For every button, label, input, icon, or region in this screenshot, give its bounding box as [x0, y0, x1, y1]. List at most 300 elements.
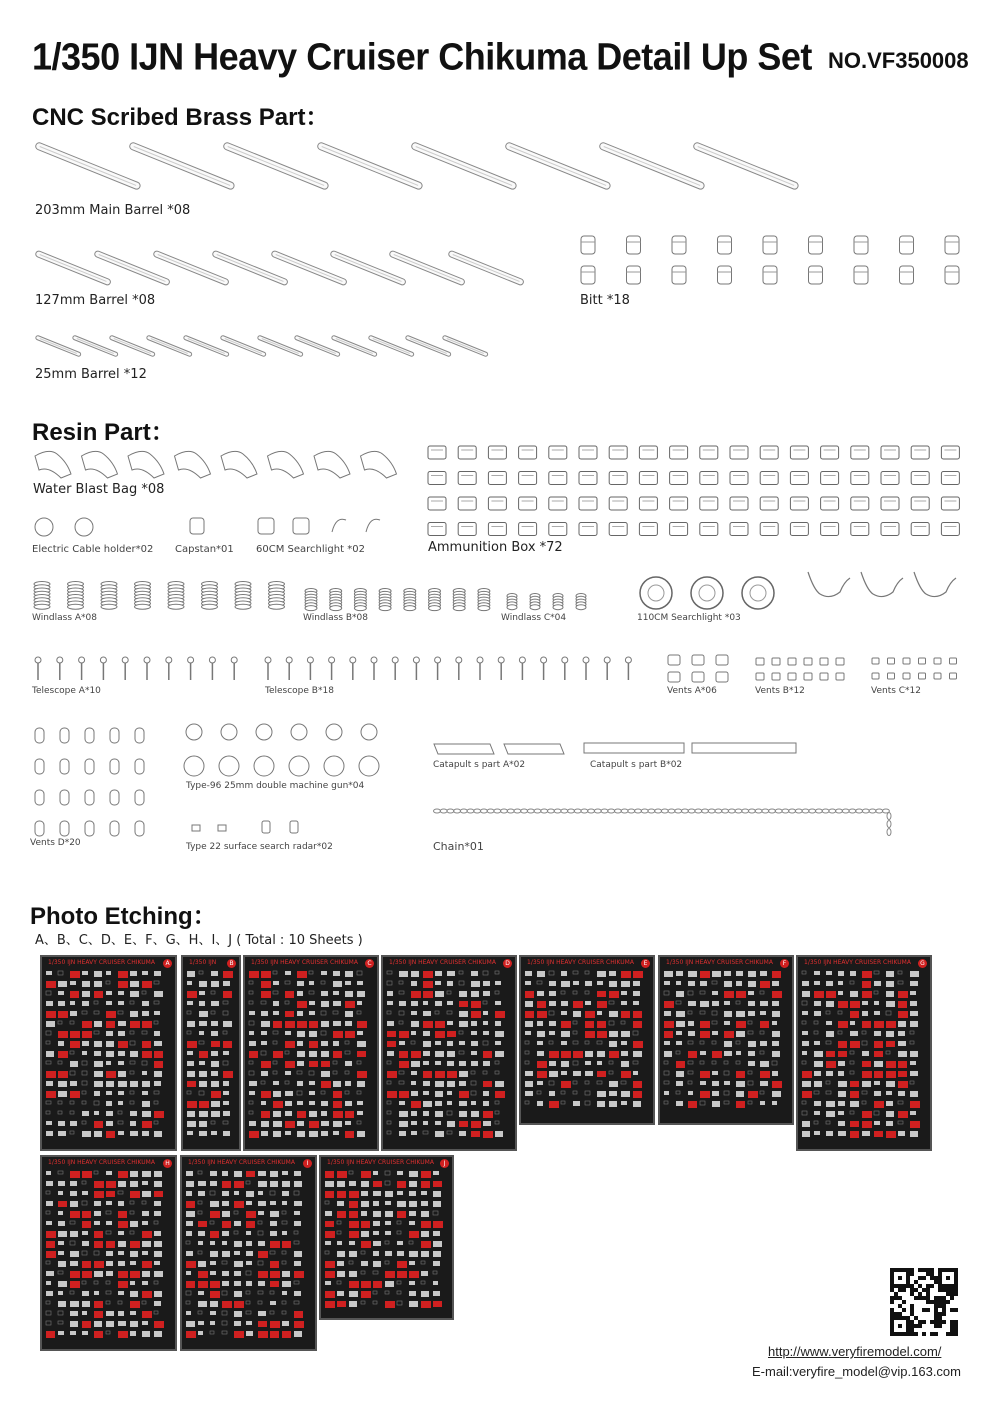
etching-sheet-d	[381, 955, 517, 1151]
bitt-drawing	[581, 236, 595, 254]
sheet-letter: H	[163, 1159, 172, 1168]
telescope-b-head	[392, 657, 398, 663]
machine-gun-drawing	[256, 724, 272, 740]
vent-d-drawing	[110, 728, 119, 743]
etching-sheet-a	[40, 955, 177, 1151]
telescope-b-head	[307, 657, 313, 663]
chain-link	[789, 809, 796, 813]
chain-link	[621, 809, 628, 813]
sheet-letter: G	[918, 959, 927, 968]
sheet-letter: B	[227, 959, 236, 968]
qr-code-icon	[890, 1268, 958, 1336]
chain-link	[815, 809, 822, 813]
bitt-drawing	[854, 236, 868, 254]
ammo-box-drawing	[760, 472, 778, 485]
ammo-box-drawing	[549, 446, 567, 459]
catapult-a-drawing	[504, 744, 564, 754]
vent-c-drawing	[950, 658, 957, 664]
ammo-box-drawing	[730, 523, 748, 536]
ammo-box-drawing	[700, 497, 718, 510]
windlass-ring	[478, 606, 490, 611]
label-cable-holder: Electric Cable holder*02	[32, 544, 154, 555]
machine-gun-drawing	[184, 756, 204, 776]
chain-link	[601, 809, 608, 813]
ammo-box-drawing	[790, 523, 808, 536]
main-barrel-drawing	[223, 142, 329, 190]
windlass-ring	[202, 604, 218, 609]
sheet-title: 1/350 IJN HEAVY CRUISER CHIKUMA	[188, 1159, 295, 1166]
sheet-parts-pattern	[182, 1169, 315, 1349]
telescope-b-head	[413, 657, 419, 663]
chain-link	[514, 809, 521, 813]
sheet-title: 1/350 IJN HEAVY CRUISER CHIKUMA	[666, 959, 773, 966]
sheet-title: 1/350 IJN HEAVY CRUISER CHIKUMA	[804, 959, 911, 966]
chain-link	[755, 809, 762, 813]
radar-drawing	[218, 825, 226, 831]
radar-drawing	[192, 825, 200, 831]
vent-b-drawing	[804, 673, 812, 680]
telescope-a-head	[35, 657, 41, 663]
bitt-drawing	[627, 236, 641, 254]
ammo-box-drawing	[881, 523, 899, 536]
ammo-box-drawing	[821, 497, 839, 510]
vent-d-drawing	[85, 821, 94, 836]
vent-d-drawing	[35, 821, 44, 836]
chain-link	[480, 809, 487, 813]
label-telescope-b: Telescope B*18	[265, 686, 334, 696]
chain-link	[568, 809, 575, 813]
chain-link	[501, 809, 508, 813]
sheet-parts-pattern	[245, 969, 377, 1149]
ammo-box-drawing	[428, 446, 446, 459]
ammo-box-drawing	[579, 446, 597, 459]
ammo-box-drawing	[881, 472, 899, 485]
sheet-parts-pattern	[42, 1169, 175, 1349]
bitt-drawing	[763, 266, 777, 284]
label-windlass-b: Windlass B*08	[303, 613, 368, 623]
ammo-box-drawing	[488, 523, 506, 536]
telescope-b-head	[435, 657, 441, 663]
bitt-drawing	[945, 266, 959, 284]
ammo-box-drawing	[790, 497, 808, 510]
chain-link	[561, 809, 568, 813]
ammo-box-drawing	[458, 446, 476, 459]
bitt-drawing	[672, 266, 686, 284]
chain-link	[849, 809, 856, 813]
searchlight-110-drawing	[742, 577, 774, 609]
etching-sheet-g	[796, 955, 932, 1151]
cable-holder-drawing	[75, 518, 93, 536]
ammo-box-drawing	[579, 523, 597, 536]
chain-link	[614, 809, 621, 813]
bitt-drawing	[581, 266, 595, 284]
sheet-letter: I	[303, 1159, 312, 1168]
vent-b-drawing	[772, 673, 780, 680]
vent-d-drawing	[110, 759, 119, 774]
ammo-box-drawing	[941, 472, 959, 485]
chain-link	[547, 809, 554, 813]
ammo-box-drawing	[639, 446, 657, 459]
bitt-drawing	[854, 266, 868, 284]
ammo-box-drawing	[730, 446, 748, 459]
ammo-box-drawing	[488, 472, 506, 485]
ammo-box-drawing	[609, 472, 627, 485]
ammo-box-drawing	[700, 472, 718, 485]
chain-link	[588, 809, 595, 813]
mount-drawing	[861, 572, 903, 597]
label-25mm-barrel: 25mm Barrel *12	[35, 367, 147, 382]
ammo-box-drawing	[821, 523, 839, 536]
telescope-b-head	[583, 657, 589, 663]
chain-link	[655, 809, 662, 813]
windlass-ring	[354, 606, 366, 611]
chain-link	[635, 809, 642, 813]
chain-link	[454, 809, 461, 813]
vent-d-drawing	[35, 790, 44, 805]
chain-link	[494, 809, 501, 813]
vent-b-drawing	[836, 658, 844, 665]
searchlight-110-drawing	[640, 577, 672, 609]
chain-link	[641, 809, 648, 813]
vent-c-drawing	[903, 658, 910, 664]
catapult-a-drawing	[434, 744, 494, 754]
chain-link	[822, 809, 829, 813]
etching-sheet-i	[180, 1155, 317, 1351]
chain-link	[675, 809, 682, 813]
vent-d-drawing	[135, 759, 144, 774]
water-blast-bag-drawing	[128, 451, 164, 478]
mount-drawing	[914, 572, 956, 597]
ammo-box-drawing	[639, 472, 657, 485]
chain-link	[742, 809, 749, 813]
ammo-box-drawing	[730, 497, 748, 510]
chain-link	[467, 809, 474, 813]
ammo-box-drawing	[700, 523, 718, 536]
chain-link	[681, 809, 688, 813]
main-barrel-drawing	[317, 142, 423, 190]
ammo-box-drawing	[579, 497, 597, 510]
etching-sheet-c	[243, 955, 379, 1151]
ammo-box-drawing	[549, 497, 567, 510]
chain-link	[574, 809, 581, 813]
telescope-a-head	[166, 657, 172, 663]
radar-drawing	[262, 821, 270, 833]
label-catapult-a: Catapult s part A*02	[433, 760, 526, 770]
ammo-box-drawing	[519, 497, 537, 510]
windlass-ring	[453, 606, 465, 611]
windlass-ring	[553, 605, 563, 610]
water-blast-bag-drawing	[314, 451, 350, 478]
chain-link	[802, 809, 809, 813]
ammo-box-drawing	[730, 472, 748, 485]
chain-link	[628, 809, 635, 813]
vent-d-drawing	[85, 728, 94, 743]
vent-b-drawing	[820, 658, 828, 665]
sheet-parts-pattern	[798, 969, 930, 1149]
chain-link	[447, 809, 454, 813]
machine-gun-drawing	[359, 756, 379, 776]
ammo-box-drawing	[488, 446, 506, 459]
chain-link	[668, 809, 675, 813]
ammo-box-drawing	[760, 446, 778, 459]
vent-a-drawing	[668, 655, 680, 665]
telescope-b-head	[350, 657, 356, 663]
chain-link	[534, 809, 541, 813]
machine-gun-drawing	[221, 724, 237, 740]
telescope-b-head	[477, 657, 483, 663]
telescope-b-head	[329, 657, 335, 663]
chain-link	[728, 809, 735, 813]
sheet-title: 1/350 IJN	[189, 959, 217, 966]
sheet-title: 1/350 IJN HEAVY CRUISER CHIKUMA	[48, 1159, 155, 1166]
searchlight-60-drawing	[258, 518, 274, 534]
sheets-list: A、B、C、D、E、F、G、H、I、J ( Total : 10 Sheets )	[35, 933, 363, 948]
vent-b-drawing	[804, 658, 812, 665]
windlass-ring	[68, 604, 84, 609]
ammo-box-drawing	[639, 523, 657, 536]
label-windlass-a: Windlass A*08	[32, 613, 97, 623]
chain-link	[795, 809, 802, 813]
vent-d-drawing	[35, 759, 44, 774]
sheet-title: 1/350 IJN HEAVY CRUISER CHIKUMA	[389, 959, 496, 966]
bitt-drawing	[945, 236, 959, 254]
ammo-box-drawing	[821, 446, 839, 459]
windlass-ring	[168, 604, 184, 609]
vent-c-drawing	[934, 673, 941, 679]
ammo-box-drawing	[519, 446, 537, 459]
machine-gun-drawing	[361, 724, 377, 740]
vent-d-drawing	[60, 821, 69, 836]
chain-link	[702, 809, 709, 813]
chain-link	[809, 809, 816, 813]
ammo-box-drawing	[488, 497, 506, 510]
telescope-a-head	[231, 657, 237, 663]
vent-d-drawing	[110, 821, 119, 836]
ammo-box-drawing	[851, 497, 869, 510]
sheet-parts-pattern	[521, 969, 653, 1123]
ammo-box-drawing	[458, 497, 476, 510]
vent-b-drawing	[772, 658, 780, 665]
vent-c-drawing	[888, 673, 895, 679]
ammo-box-drawing	[609, 523, 627, 536]
vent-d-drawing	[60, 728, 69, 743]
vent-b-drawing	[756, 673, 764, 680]
vent-d-drawing	[135, 790, 144, 805]
chain-link	[688, 809, 695, 813]
ammo-box-drawing	[911, 523, 929, 536]
etching-sheet-b	[181, 955, 241, 1151]
chain-link	[887, 821, 891, 828]
chain-link	[722, 809, 729, 813]
label-searchlight-60: 60CM Searchlight *02	[256, 544, 365, 555]
label-catapult-b: Catapult s part B*02	[590, 760, 683, 770]
page-title: 1/350 IJN Heavy Cruiser Chikuma Detail Up Set	[32, 34, 812, 78]
chain-link	[887, 813, 891, 820]
sheet-parts-pattern	[660, 969, 792, 1123]
label-windlass-c: Windlass C*04	[501, 613, 567, 623]
water-blast-bag-drawing	[268, 451, 304, 478]
bracket-drawing	[332, 519, 346, 532]
vent-c-drawing	[934, 658, 941, 664]
section-etching-title: Photo Etching：	[30, 903, 217, 930]
email-address: E-mail:veryfire_model@vip.163.com	[752, 1364, 961, 1379]
machine-gun-drawing	[219, 756, 239, 776]
telescope-b-head	[286, 657, 292, 663]
windlass-ring	[576, 605, 586, 610]
vent-d-drawing	[60, 790, 69, 805]
telescope-a-head	[57, 657, 63, 663]
vent-c-drawing	[903, 673, 910, 679]
vent-c-drawing	[872, 658, 879, 664]
main-barrel-drawing	[129, 142, 235, 190]
main-barrel-drawing	[411, 142, 517, 190]
chain-link	[762, 809, 769, 813]
chain-link	[862, 809, 869, 813]
vent-c-drawing	[950, 673, 957, 679]
ammo-box-drawing	[428, 497, 446, 510]
cable-holder-drawing	[35, 518, 53, 536]
telescope-b-head	[519, 657, 525, 663]
windlass-ring	[530, 605, 540, 610]
chain-link	[735, 809, 742, 813]
water-blast-bag-drawing	[221, 451, 257, 478]
water-blast-bag-drawing	[175, 451, 211, 478]
windlass-ring	[507, 605, 517, 610]
sheet-title: 1/350 IJN HEAVY CRUISER CHIKUMA	[48, 959, 155, 966]
ammo-box-drawing	[941, 446, 959, 459]
sheet-parts-pattern	[383, 969, 515, 1149]
ammo-box-drawing	[428, 523, 446, 536]
sheet-letter: A	[163, 959, 172, 968]
windlass-ring	[404, 606, 416, 611]
ammo-box-drawing	[549, 472, 567, 485]
bitt-drawing	[809, 236, 823, 254]
vent-a-drawing	[716, 672, 728, 682]
ammo-box-drawing	[911, 472, 929, 485]
vent-b-drawing	[788, 673, 796, 680]
chain-link	[507, 809, 514, 813]
sheet-title: 1/350 IJN HEAVY CRUISER CHIKUMA	[327, 1159, 434, 1166]
vent-a-drawing	[716, 655, 728, 665]
bitt-drawing	[900, 236, 914, 254]
machine-gun-drawing	[289, 756, 309, 776]
ammo-box-drawing	[670, 446, 688, 459]
windlass-ring	[330, 606, 342, 611]
label-capstan: Capstan*01	[175, 544, 234, 555]
chain-link	[887, 829, 891, 836]
sheet-letter: E	[641, 959, 650, 968]
telescope-b-head	[541, 657, 547, 663]
chain-link	[527, 809, 534, 813]
vent-c-drawing	[888, 658, 895, 664]
telescope-a-head	[100, 657, 106, 663]
chain-link	[460, 809, 467, 813]
ammo-box-drawing	[670, 472, 688, 485]
chain-link	[661, 809, 668, 813]
ammo-box-drawing	[821, 472, 839, 485]
machine-gun-drawing	[326, 724, 342, 740]
sheet-parts-pattern	[321, 1169, 452, 1318]
chain-link	[708, 809, 715, 813]
label-main-barrel: 203mm Main Barrel *08	[35, 203, 191, 218]
bitt-drawing	[627, 266, 641, 284]
vent-d-drawing	[85, 759, 94, 774]
ammo-box-drawing	[760, 523, 778, 536]
website-link[interactable]: http://www.veryfiremodel.com/	[768, 1344, 942, 1359]
chain-link	[775, 809, 782, 813]
bitt-drawing	[763, 236, 777, 254]
windlass-ring	[235, 604, 251, 609]
chain-link	[608, 809, 615, 813]
water-blast-bag-drawing	[82, 451, 118, 478]
product-code: NO.VF350008	[828, 48, 969, 73]
telescope-b-head	[371, 657, 377, 663]
label-vents-b: Vents B*12	[755, 686, 805, 696]
label-telescope-a: Telescope A*10	[32, 686, 101, 696]
sheet-letter: C	[365, 959, 374, 968]
section-brass-title: CNC Scribed Brass Part：	[32, 104, 330, 131]
vent-d-drawing	[85, 790, 94, 805]
ammo-box-drawing	[851, 446, 869, 459]
bitt-drawing	[900, 266, 914, 284]
water-blast-bag-drawing	[35, 451, 71, 478]
ammo-box-drawing	[760, 497, 778, 510]
machine-gun-drawing	[254, 756, 274, 776]
ammo-box-drawing	[790, 446, 808, 459]
mount-drawing	[808, 572, 850, 597]
main-barrel-drawing	[599, 142, 705, 190]
windlass-ring	[101, 604, 117, 609]
ammo-box-drawing	[941, 523, 959, 536]
chain-link	[748, 809, 755, 813]
section-resin-title: Resin Part：	[32, 419, 175, 446]
label-ammo-box: Ammunition Box *72	[428, 540, 563, 555]
telescope-b-head	[562, 657, 568, 663]
label-radar: Type 22 surface search radar*02	[186, 842, 333, 852]
searchlight-60-drawing	[293, 518, 309, 534]
etching-sheet-j	[319, 1155, 454, 1320]
chain-link	[856, 809, 863, 813]
ammo-box-drawing	[579, 472, 597, 485]
vent-d-drawing	[110, 790, 119, 805]
vent-a-drawing	[692, 672, 704, 682]
ammo-box-drawing	[941, 497, 959, 510]
machine-gun-drawing	[291, 724, 307, 740]
searchlight-110-drawing	[691, 577, 723, 609]
ammo-box-drawing	[670, 497, 688, 510]
sheet-title: 1/350 IJN HEAVY CRUISER CHIKUMA	[527, 959, 634, 966]
ammo-box-drawing	[549, 523, 567, 536]
telescope-b-head	[604, 657, 610, 663]
ammo-box-drawing	[458, 523, 476, 536]
label-water-blast-bag: Water Blast Bag *08	[33, 482, 165, 497]
bracket-drawing	[366, 519, 380, 532]
chain-link	[434, 809, 441, 813]
label-bitt: Bitt *18	[580, 293, 630, 308]
telescope-a-head	[144, 657, 150, 663]
sheet-parts-pattern	[183, 969, 239, 1149]
windlass-ring	[269, 604, 285, 609]
water-blast-bag-drawing	[361, 451, 397, 478]
vent-c-drawing	[919, 673, 926, 679]
catapult-b-drawing	[584, 743, 684, 753]
main-barrel-drawing	[693, 142, 799, 190]
bitt-drawing	[672, 236, 686, 254]
vent-c-drawing	[919, 658, 926, 664]
ammo-box-drawing	[519, 523, 537, 536]
radar-drawing	[290, 821, 298, 833]
ammo-box-drawing	[519, 472, 537, 485]
